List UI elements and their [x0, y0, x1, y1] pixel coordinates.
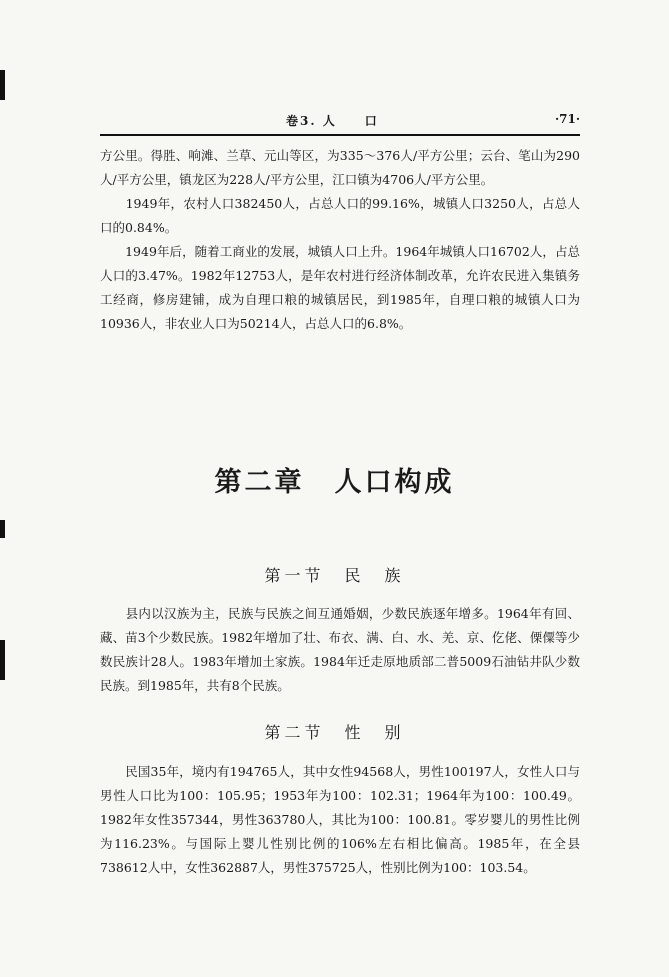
- page-header: [100, 110, 580, 132]
- running-title: 卷3. 人 口: [286, 114, 379, 128]
- paragraph: 1949年后，随着工商业的发展，城镇人口上升。1964年城镇人口16702人，占总人口的3.47%。1982年12753人，是年农村进行经济体制改革，允许农民进入集镇务工经商，修房建铺，成为自理口粮的城镇居民，到1985年，自理口粮的城镇人口为10936人，非农业人口为50214人，占总人口的6.8%。: [100, 244, 580, 331]
- paragraph: 县内以汉族为主，民族与民族之间互通婚姻，少数民族逐年增多。1964年有回、藏、苗3个少数民族。1982年增加了壮、布衣、满、白、水、羌、京、仡佬、傈僳等少数民族计28人。1983年增加土家族。1984年迁走原地质部二普5009石油钻井队少数民族。到1985年，共有8个民族。: [100, 606, 580, 693]
- page-number: ·71·: [554, 112, 580, 126]
- chapter-title: 第二章 人口构成: [214, 467, 455, 498]
- header-rule: [100, 134, 580, 136]
- scan-edge-mark: [0, 640, 5, 680]
- scan-edge-mark: [0, 70, 5, 100]
- paragraph: 民国35年，境内有194765人，其中女性94568人，男性100197人，女性人口与男性人口比为100：105.95；1953年为100：102.31；1964年为100：100.49。1982年女性357344，男性363780人，其比为100：100.81。零岁婴儿的男性比例为116.23%。与国际上婴儿性别比例的106%左右相比偏高。1985年，在全县738612人中，女性362887人，男性375725人，性别比例为100：103.54。: [100, 764, 580, 875]
- paragraph: 1949年，农村人口382450人，占总人口的99.16%，城镇人口3250人，占总人口的0.84%。: [100, 196, 580, 235]
- scan-edge-mark: [0, 520, 5, 538]
- paragraph: 方公里。得胜、响滩、兰草、元山等区，为335～376人/平方公里；云台、笔山为290人/平方公里，镇龙区为228人/平方公里，江口镇为4706人/平方公里。: [100, 148, 580, 187]
- section-title-ethnicity: 第一节 民 族: [264, 566, 405, 585]
- section-title-gender: 第二节 性 别: [264, 723, 405, 742]
